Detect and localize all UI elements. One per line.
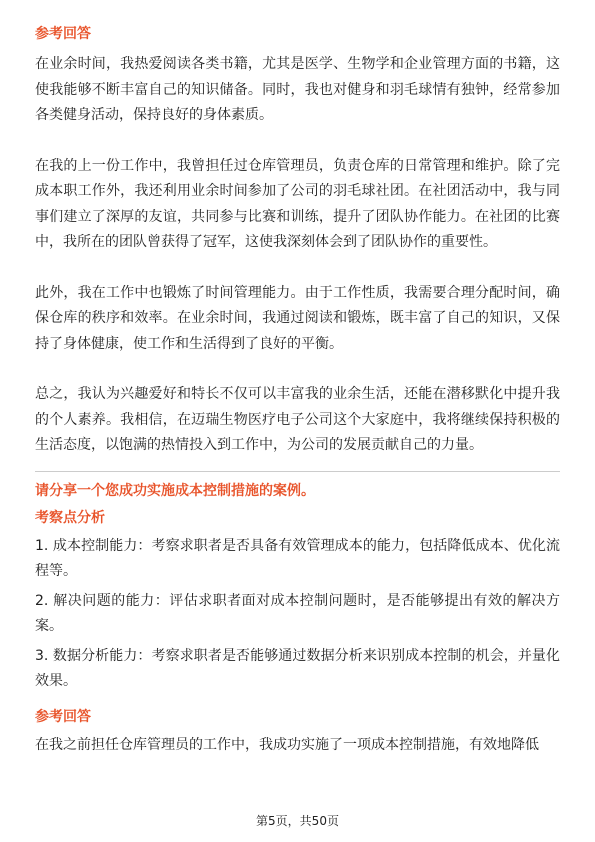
analysis-heading: 考察点分析: [35, 509, 105, 526]
interview-question: 请分享一个您成功实施成本控制措施的案例。: [35, 482, 315, 499]
answer-paragraph-2: 在我的上一份工作中，我曾担任过仓库管理员，负责仓库的日常管理和维护。除了完成本职工作外，我还利用业余时间参加了公司的羽毛球社团。在社团活动中，我与同事们建立了深厚的友谊，共同参与比赛和训练，提升了团队协作能力。在社团的比赛中，我所在的团队曾获得了冠军，这使我深刻体会到了团队协作的重要性。: [35, 157, 560, 250]
analysis-point-3: 3. 数据分析能力：考察求职者是否能够通过数据分析来识别成本控制的机会，并量化效果。: [35, 647, 560, 689]
reference-answer-heading: 参考回答: [35, 26, 91, 42]
section-divider: [35, 471, 560, 472]
reference-answer-heading-2: 参考回答: [35, 708, 91, 725]
answer-paragraph-4: 总之，我认为兴趣爱好和特长不仅可以丰富我的业余生活，还能在潜移默化中提升我的个人素养。我相信，在迈瑞生物医疗电子公司这个大家庭中，我将继续保持积极的生活态度，以饱满的热情投入到工作中，为公司的发展贡献自己的力量。: [35, 386, 560, 453]
page-number: 第5页，共50页: [256, 814, 339, 828]
analysis-point-1: 1. 成本控制能力：考察求职者是否具备有效管理成本的能力，包括降低成本、优化流程等。: [35, 537, 560, 579]
analysis-point-2: 2. 解决问题的能力：评估求职者面对成本控制问题时，是否能够提出有效的解决方案。: [35, 592, 560, 634]
document-page: [35, 24, 560, 758]
answer-paragraph-start: 在我之前担任仓库管理员的工作中，我成功实施了一项成本控制措施，有效地降低: [35, 736, 539, 753]
answer-paragraph-3: 此外，我在工作中也锻炼了时间管理能力。由于工作性质，我需要合理分配时间，确保仓库的秩序和效率。在业余时间，我通过阅读和锻炼，既丰富了自己的知识，又保持了身体健康，使工作和生活得到了良好的平衡。: [35, 284, 560, 352]
answer-paragraph-1: 在业余时间，我热爱阅读各类书籍，尤其是医学、生物学和企业管理方面的书籍，这使我能够不断丰富自己的知识储备。同时，我也对健身和羽毛球情有独钟，经常参加各类健身活动，保持良好的身体素质。: [35, 56, 560, 123]
